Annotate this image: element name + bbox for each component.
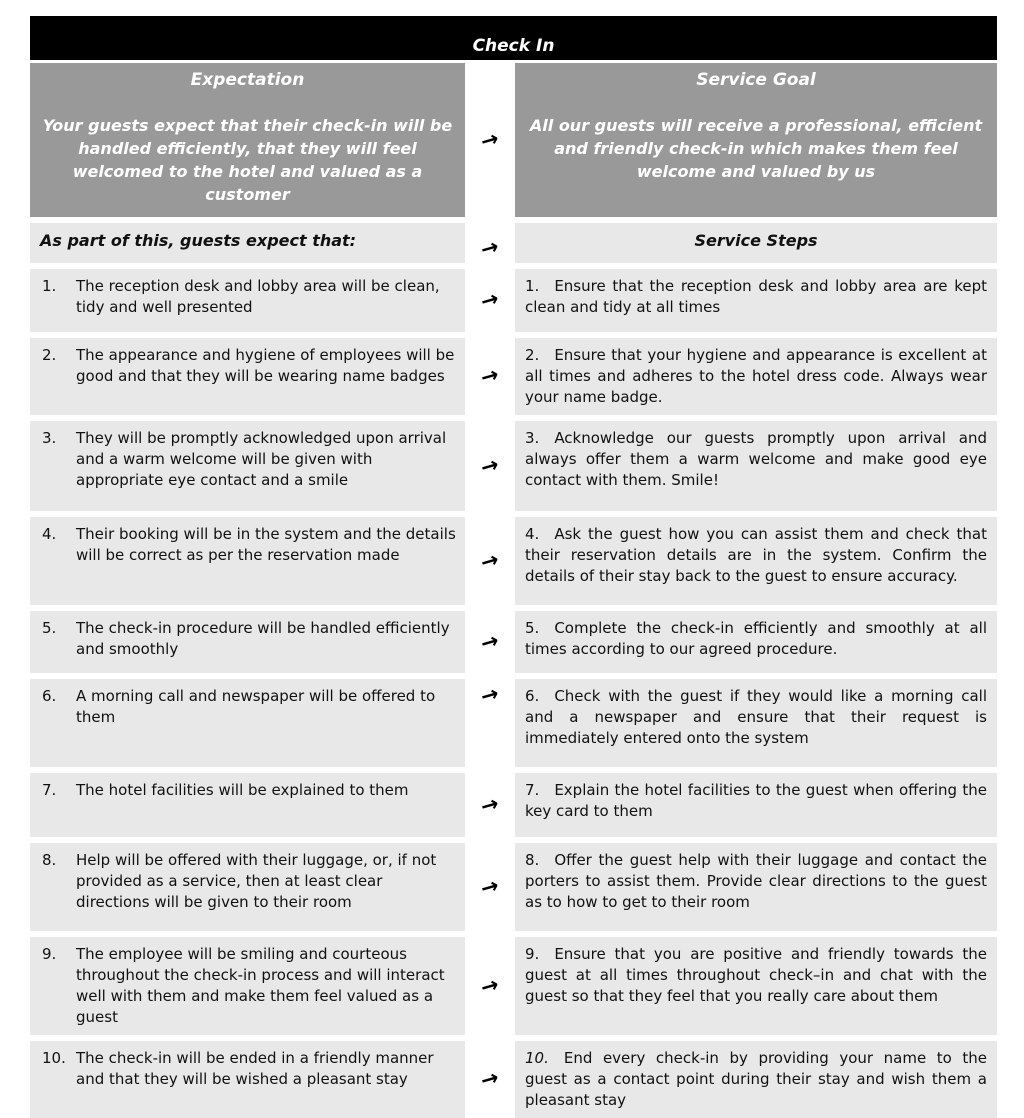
expectation-text: They will be promptly acknowledged upon arrival and a warm welcome will be given with appropriate eye contact and a smile	[76, 429, 447, 489]
expectation-header-body: Your guests expect that their check-in will be handled efficiently, that they will feel welcomed to the hotel and valued as a customer	[42, 116, 453, 204]
expectation-text: The check-in procedure will be handled efficiently and smoothly	[76, 619, 450, 658]
service-goal-header-body: All our guests will receive a professional, efficient and friendly check-in which makes them feel welcome and valued by us	[529, 116, 983, 181]
service-step-2	[515, 338, 997, 415]
right-arrow-icon: →	[478, 546, 502, 575]
service-step-3	[515, 421, 997, 511]
expectation-text: The appearance and hygiene of employees will be good and that they will be wearing name badges	[76, 346, 455, 385]
item-number: 7.	[42, 781, 57, 799]
service-step-6	[515, 679, 997, 767]
service-step-10	[515, 1041, 997, 1118]
service-step-4	[515, 517, 997, 605]
expectation-text: The hotel facilities will be explained to them	[76, 781, 409, 799]
expectation-item-10	[30, 1041, 465, 1118]
step-number: 9.	[525, 945, 540, 963]
step-text: Ensure that your hygiene and appearance is excellent at all times and adheres to the hotel dress code. Always wear your name badge.	[525, 346, 987, 406]
arrow-cell	[465, 679, 515, 767]
step-number: 3.	[525, 429, 540, 447]
right-arrow-icon: →	[478, 681, 502, 709]
item-number: 8.	[42, 851, 57, 869]
item-number: 2.	[42, 346, 57, 364]
expectation-text: Help will be offered with their luggage, or, if not provided as a service, then at least clear directions will be given to their room	[76, 851, 437, 911]
expectation-item-6	[30, 679, 465, 767]
service-step-8	[515, 843, 997, 931]
right-arrow-icon: →	[478, 627, 502, 656]
expectation-text: The check-in will be ended in a friendly manner and that they will be wished a pleasant stay	[76, 1049, 434, 1088]
arrow-cell	[465, 269, 515, 332]
arrow-cell	[465, 937, 515, 1035]
right-arrow-icon: →	[478, 234, 502, 262]
right-arrow-icon: →	[478, 1065, 502, 1093]
service-standards-table	[30, 63, 997, 1118]
step-number: 7.	[525, 781, 540, 799]
right-arrow-icon: →	[478, 125, 502, 154]
step-text: End every check-in by providing your name to the guest as a contact point during their stay and wish them a pleasant stay	[525, 1049, 987, 1109]
expectation-header-title: Expectation	[190, 70, 305, 90]
expectation-text: Their booking will be in the system and the details will be correct as per the reservation made	[76, 525, 456, 564]
step-number: 4.	[525, 525, 540, 543]
step-number: 1.	[525, 277, 540, 295]
expectation-item-2	[30, 338, 465, 415]
item-number: 1.	[42, 277, 57, 295]
service-step-7	[515, 773, 997, 837]
expectation-item-3	[30, 421, 465, 511]
step-text: Ensure that the reception desk and lobby area are kept clean and tidy at all times	[525, 277, 987, 316]
right-arrow-icon: →	[478, 451, 502, 480]
right-arrow-icon: →	[478, 362, 502, 390]
arrow-cell	[465, 223, 515, 263]
item-number: 9.	[42, 945, 57, 963]
expectation-text: The employee will be smiling and courteous throughout the check-in process and will interact well with them and make them feel valued as a guest	[76, 945, 445, 1026]
step-number: 5.	[525, 619, 540, 637]
right-arrow-icon: →	[478, 286, 502, 314]
step-text: Ensure that you are positive and friendly towards the guest at all times throughout check–in and chat with the guest so that they feel that you really care about them	[525, 945, 987, 1005]
expectation-item-5	[30, 611, 465, 673]
service-goal-header-cell	[515, 63, 997, 217]
arrow-cell	[465, 843, 515, 931]
arrow-cell	[465, 611, 515, 673]
expectation-header-cell	[30, 63, 465, 217]
arrow-cell	[465, 517, 515, 605]
service-goal-header-title: Service Goal	[696, 70, 816, 90]
right-arrow-icon: →	[478, 971, 502, 1000]
step-text: Ask the guest how you can assist them and check that their reservation details are in the system. Confirm the details of their stay back to the guest to ensure accuracy.	[525, 525, 987, 585]
arrow-cell	[465, 1041, 515, 1118]
step-number: 10.	[525, 1049, 549, 1067]
right-arrow-icon: →	[478, 790, 502, 819]
service-steps-heading: Service Steps	[515, 223, 997, 263]
item-number: 5.	[42, 619, 57, 637]
arrow-cell	[465, 63, 515, 217]
step-text: Explain the hotel facilities to the guest when offering the key card to them	[525, 781, 987, 820]
item-number: 10.	[42, 1049, 66, 1067]
service-step-9	[515, 937, 997, 1035]
step-text: Complete the check-in efficiently and smoothly at all times according to our agreed procedure.	[525, 619, 987, 658]
service-step-1	[515, 269, 997, 332]
expectation-item-9	[30, 937, 465, 1035]
arrow-cell	[465, 338, 515, 415]
right-arrow-icon: →	[478, 872, 502, 901]
service-step-5	[515, 611, 997, 673]
expectation-item-8	[30, 843, 465, 931]
expectation-item-1	[30, 269, 465, 332]
item-number: 6.	[42, 687, 57, 705]
expectation-item-4	[30, 517, 465, 605]
step-number: 6.	[525, 687, 540, 705]
expectation-text: The reception desk and lobby area will be clean, tidy and well presented	[76, 277, 440, 316]
expectation-item-7	[30, 773, 465, 837]
arrow-cell	[465, 773, 515, 837]
guests-expect-heading: As part of this, guests expect that:	[30, 223, 465, 263]
step-text: Offer the guest help with their luggage and contact the porters to assist them. Provide clear directions to the guest as to how to get to their room	[525, 851, 987, 911]
item-number: 4.	[42, 525, 57, 543]
expectation-text: A morning call and newspaper will be offered to them	[76, 687, 436, 726]
step-text: Acknowledge our guests promptly upon arrival and always offer them a warm welcome and make good eye contact with them. Smile!	[525, 429, 987, 489]
step-number: 8.	[525, 851, 540, 869]
page-title: Check In	[30, 16, 997, 60]
step-number: 2.	[525, 346, 540, 364]
arrow-cell	[465, 421, 515, 511]
item-number: 3.	[42, 429, 57, 447]
step-text: Check with the guest if they would like a morning call and a newspaper and ensure that their request is immediately entered onto the system	[525, 687, 987, 747]
